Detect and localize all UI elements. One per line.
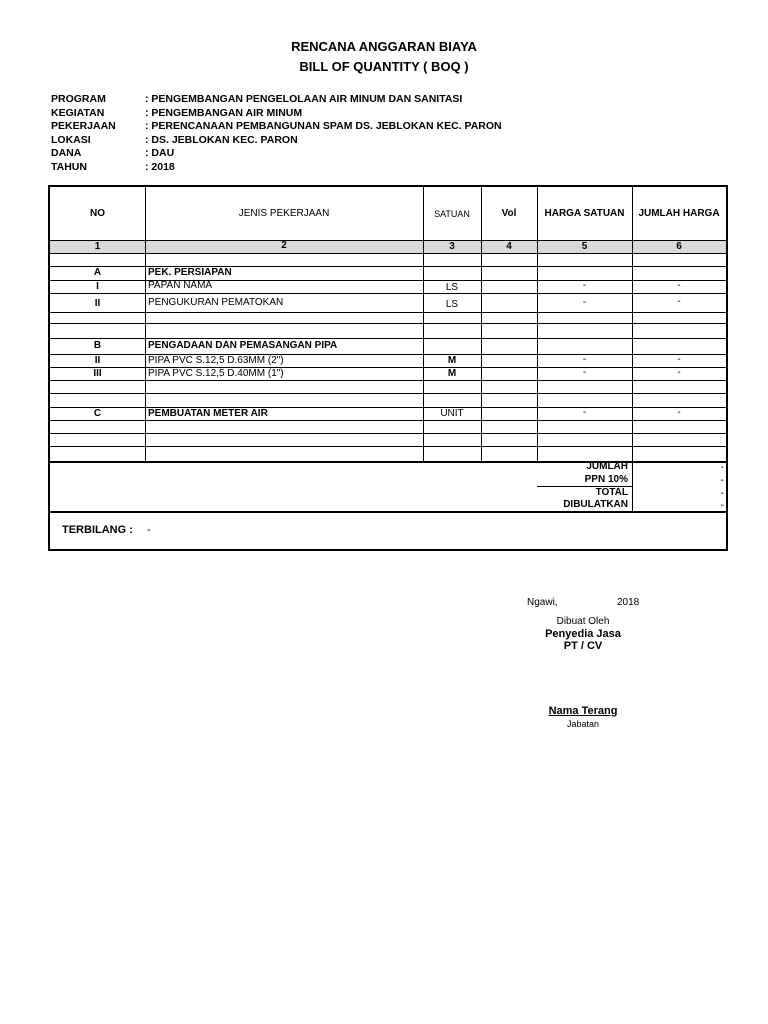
meta-row-program [51,93,502,107]
made-by: Dibuat Oleh [556,616,610,627]
column-number: 6 [676,241,682,252]
row-no: I [96,281,99,292]
row-unit: UNIT [440,408,464,419]
col-divider [481,187,482,461]
meta-label: PROGRAM [51,93,106,105]
row-unit: M [447,368,457,379]
header-jumlah-harga: JUMLAH HARGA [638,208,720,219]
col-divider [537,187,538,461]
company: PT / CV [563,640,603,652]
row-no: III [93,368,102,379]
terbilang-value: - [147,524,151,536]
row-desc: PENGADAAN DAN PEMASANGAN PIPA [148,340,338,351]
terbilang-label: TERBILANG : [62,524,133,536]
header-harga-satuan: HARGA SATUAN [544,208,625,219]
meta-row-lokasi [51,134,502,148]
total-value-ppn: - [720,475,724,486]
total-label-dibulatkan: DIBULATKAN [563,499,628,510]
row-price: - [582,354,587,365]
meta-row-pekerjaan [51,120,502,134]
column-number: 4 [506,241,512,252]
row-divider [50,338,726,339]
column-number: 2 [281,240,287,251]
column-number: 5 [581,241,588,252]
meta-row-kegiatan [51,107,502,121]
meta-label: LOKASI [51,133,91,146]
row-divider [50,393,726,394]
header-jenis-pekerjaan: JENIS PEKERJAAN [238,208,330,219]
row-divider [50,323,726,324]
meta-row-dana [51,147,502,161]
signer-name-text: Nama Terang [548,705,618,717]
totals-end [50,511,726,513]
row-divider [50,433,726,434]
row-divider [50,312,726,313]
total-value-jumlah: - [720,462,724,473]
row-unit: M [447,355,457,366]
provider: Penyedia Jasa [545,628,621,640]
row-no: II [94,298,101,309]
row-price: - [582,280,587,291]
row-divider [50,446,726,447]
total-label-ppn: PPN 10% [584,474,628,485]
row-no: II [94,355,101,366]
col-divider [145,187,146,461]
document-title: RENCANA ANGGARAN BIAYA [291,39,477,54]
row-divider [50,380,726,381]
total-value-total: - [720,488,724,499]
total-label-jumlah: JUMLAH [586,461,628,472]
meta-label: TAHUN [51,160,87,173]
meta-value: : 2018 [145,160,175,173]
row-total: - [677,354,681,365]
row-desc: PAPAN NAMA [148,280,213,291]
meta-value: : DS. JEBLOKAN KEC. PARON [145,133,298,146]
row-no: A [93,267,102,278]
sign-place: Ngawi, [527,597,558,608]
row-no: B [93,340,102,351]
meta-label: DANA [51,147,82,159]
meta-value: : DAU [145,147,175,159]
column-number: 3 [449,241,455,252]
header-no: NO [90,208,105,219]
column-number: 1 [94,241,101,252]
meta-label: PEKERJAAN [51,120,116,132]
row-total: - [677,367,681,378]
row-divider [50,253,726,254]
row-desc: PENGUKURAN PEMATOKAN [148,297,284,308]
signer-position: Jabatan [566,719,600,729]
total-value-dibulatkan: - [720,500,724,511]
row-total: - [677,280,681,291]
boq-table [48,185,728,551]
row-desc: PIPA PVC S.12,5 D.40MM (1") [148,368,284,379]
row-unit: LS [445,299,459,310]
row-divider [50,420,726,421]
row-desc: PEMBUATAN METER AIR [148,408,268,419]
row-total: - [677,407,681,418]
meta-value: : PENGEMBANGAN AIR MINUM [145,106,303,119]
total-label-total: TOTAL [595,487,628,498]
row-price: - [582,407,587,418]
row-divider [50,293,726,294]
sign-year: 2018 [617,597,640,608]
signer-name [450,705,716,717]
row-desc: PIPA PVC S.12,5 D.63MM (2") [148,355,284,366]
row-unit: LS [445,282,459,293]
row-total: - [677,296,681,307]
meta-value: : PENGEMBANGAN PENGELOLAAN AIR MINUM DAN SANITASI [145,93,463,105]
project-info [51,93,502,174]
meta-value: : PERENCANAAN PEMBANGUNAN SPAM DS. JEBLOKAN KEC. PARON [145,120,502,132]
row-desc: PEK. PERSIAPAN [148,267,232,278]
row-price: - [582,367,587,378]
row-no: C [93,408,102,419]
meta-label: KEGIATAN [51,106,105,119]
meta-row-tahun [51,161,502,175]
header-vol: Vol [501,208,517,219]
document-subtitle: BILL OF QUANTITY ( BOQ ) [299,59,469,74]
header-satuan: SATUAN [434,209,470,219]
row-price: - [582,297,587,308]
